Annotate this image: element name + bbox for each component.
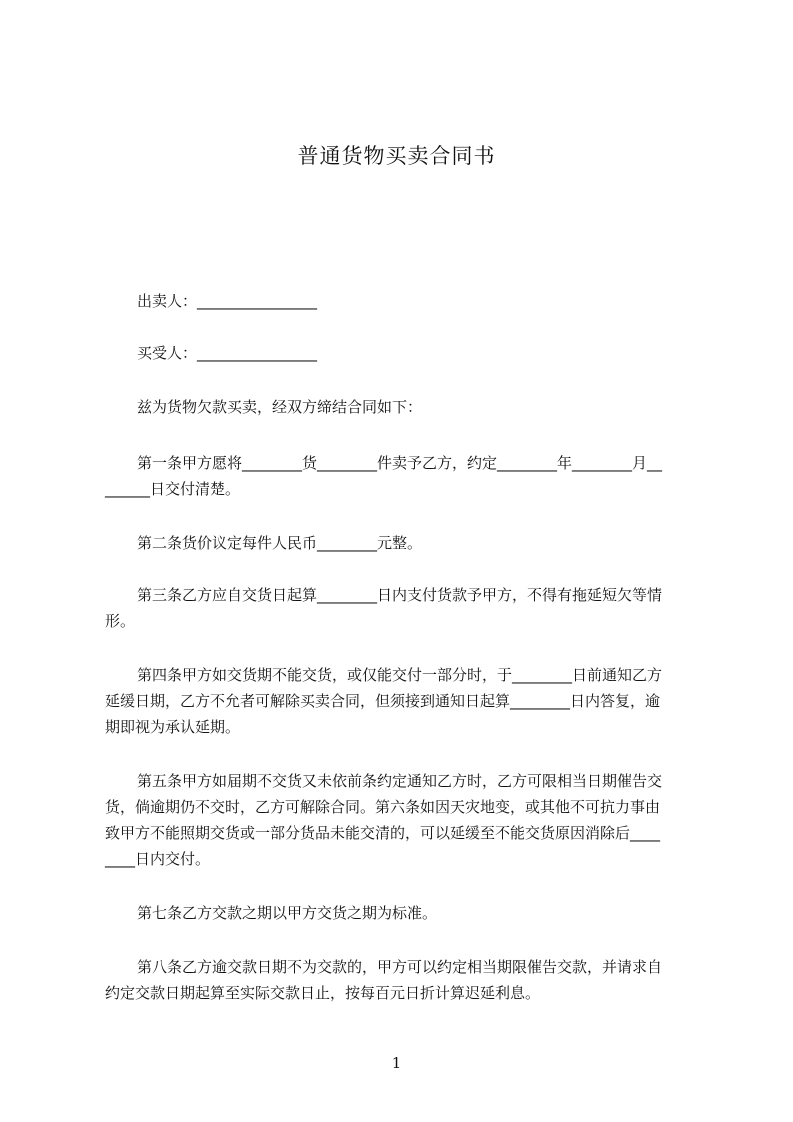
clause-5-line-4: ____日内交付。 bbox=[105, 850, 211, 868]
clause-3-line-2: 形。 bbox=[105, 612, 136, 630]
clause-5-line-3: 致甲方不能照期交货或一部分货品未能交清的，可以延缓至不能交货原因消除后____ bbox=[105, 824, 661, 842]
seller-line: 出卖人：________________ bbox=[137, 292, 318, 310]
clause-8-line-1: 第八条乙方逾交款日期不为交款的，甲方可以约定相当期限催告交款，并请求自 bbox=[137, 958, 663, 976]
clause-1-line-1: 第一条甲方愿将________货________件卖予乙方，约定________年________月__ bbox=[137, 454, 663, 472]
preamble: 兹为货物欠款买卖，经双方缔结合同如下： bbox=[137, 398, 423, 416]
buyer-line: 买受人：________________ bbox=[137, 344, 318, 362]
clause-2-line-1: 第二条货价议定每件人民币________元整。 bbox=[137, 534, 423, 552]
clause-8-line-2: 约定交款日期起算至实际交款日止，按每百元日折计算迟延利息。 bbox=[105, 984, 541, 1002]
clause-3-line-1: 第三条乙方应自交货日起算________日内支付货款予甲方，不得有拖延短欠等情 bbox=[137, 586, 663, 604]
clause-4-line-2: 延缓日期，乙方不允者可解除买卖合同，但须接到通知日起算________日内答复，逾 bbox=[105, 692, 661, 710]
page-number: 1 bbox=[391, 1054, 402, 1072]
clause-1-line-2: ______日交付清楚。 bbox=[105, 480, 241, 498]
clause-7-line-1: 第七条乙方交款之期以甲方交货之期为标准。 bbox=[137, 904, 438, 922]
document-title: 普通货物买卖合同书 bbox=[297, 144, 496, 168]
clause-4-line-1: 第四条甲方如交货期不能交货，或仅能交付一部分时，于________日前通知乙方 bbox=[137, 666, 663, 684]
clause-4-line-3: 期即视为承认延期。 bbox=[105, 718, 241, 736]
clause-5-line-2: 货，倘逾期仍不交时，乙方可解除合同。第六条如因天灾地变，或其他不可抗力事由 bbox=[105, 798, 661, 816]
clause-5-line-1: 第五条甲方如届期不交货又未依前条约定通知乙方时，乙方可限相当日期催告交 bbox=[137, 772, 663, 790]
